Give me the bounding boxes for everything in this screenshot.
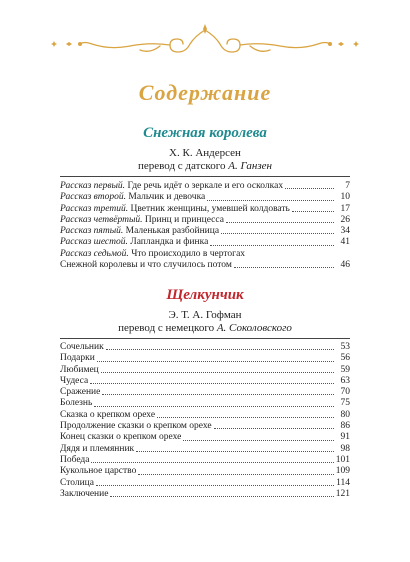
toc-entry-page: 101 (335, 454, 350, 465)
leader-dots (97, 361, 334, 362)
toc-entry-page: 86 (340, 421, 350, 432)
byline-translation-1 (0, 159, 410, 173)
toc-entry-text: Цветник женщины, умевшей колдовать (130, 203, 290, 214)
leader-dots (226, 222, 334, 223)
leader-dots (138, 474, 333, 475)
toc-entry-page: 80 (340, 409, 350, 420)
section-title-nutcracker: Щелкунчик (166, 287, 244, 303)
leader-dots (90, 383, 334, 384)
toc-entry-title (60, 249, 245, 260)
toc-entry-page: 7 (345, 181, 350, 191)
toc-entry-page: 53 (340, 342, 350, 352)
leader-dots (234, 267, 334, 268)
toc-entry (60, 365, 350, 376)
toc-entry-page: 26 (340, 214, 350, 225)
translation-prefix-2: перевод с немецкого (118, 322, 217, 334)
toc-entry-page: 34 (340, 226, 350, 237)
translator-2: А. Соколовского (216, 322, 292, 334)
toc-entry (60, 432, 350, 443)
toc-entry-title: Столица (60, 477, 94, 488)
toc-entry-page: 59 (340, 364, 350, 375)
toc-entry (60, 478, 350, 489)
toc-entry-title (60, 237, 208, 248)
leader-dots (102, 394, 334, 395)
toc-entry-title: Сказка о крепком орехе (60, 409, 156, 420)
leader-dots (106, 349, 334, 350)
toc-entry-page: 109 (335, 466, 350, 477)
toc-entry-title: Заключение (60, 488, 109, 499)
leader-dots (207, 200, 334, 201)
toc-entry (60, 398, 350, 409)
toc-entry-label: Рассказ третий. (60, 203, 129, 214)
byline-author-2: Э. Т. А. Гофман (168, 309, 242, 321)
toc-entry-title: Сражение (60, 387, 101, 398)
toc-entry-page: 17 (340, 203, 350, 214)
toc-entry-title: Конец сказки о крепком орехе (60, 432, 182, 443)
toc-entry-text: Мальчик и девочка (128, 192, 206, 203)
toc-entry (60, 342, 350, 353)
leader-dots (183, 440, 334, 441)
toc-entry (60, 421, 350, 432)
ornament-header (0, 22, 410, 62)
divider-rule-1 (60, 176, 350, 177)
toc-entry-page: 98 (340, 443, 350, 454)
toc-entry-title: Кукольное царство (60, 466, 137, 477)
toc-entry-title: Чудеса (60, 375, 89, 386)
toc-entry-text: Где речь идёт о зеркале и его осколках (127, 181, 284, 191)
toc-entry-title: Дядя и племянник (60, 443, 135, 454)
leader-dots (210, 245, 334, 246)
toc-entry-text: Принц и принцесса (144, 214, 224, 225)
toc-entry (60, 410, 350, 421)
toc-entry (60, 466, 350, 477)
translation-prefix-1: перевод с датского (137, 160, 229, 172)
toc-entry (60, 353, 350, 364)
toc-entry-title (60, 192, 205, 203)
divider-rule-2 (60, 338, 350, 339)
leader-dots (110, 496, 333, 497)
toc-entry-page: 121 (335, 488, 350, 499)
toc-entry (60, 204, 350, 215)
toc-entry-label: Рассказ второй. (60, 192, 127, 203)
toc-entry-page: 70 (340, 387, 350, 398)
toc-entry-page: 91 (340, 432, 350, 443)
toc-entry-page: 56 (340, 353, 350, 364)
toc-entry-page: 114 (336, 477, 350, 488)
leader-dots (157, 417, 334, 418)
toc-entry-title: Продолжение сказки о крепком орехе (60, 421, 212, 432)
toc-entry-title: Подарки (60, 353, 95, 364)
toc-list-snow-queen (60, 181, 350, 271)
toc-entry-page: 10 (340, 192, 350, 203)
toc-entry-label: Рассказ седьмой. (60, 248, 129, 259)
toc-entry-text: Лапландка и финка (130, 237, 209, 248)
toc-entry-page: 63 (340, 375, 350, 386)
toc-entry-line (60, 260, 350, 271)
toc-entry-label: Рассказ шестой. (60, 237, 128, 248)
toc-entry (60, 249, 350, 272)
toc-entry-label: Рассказ пятый. (60, 226, 124, 237)
toc-entry (60, 226, 350, 237)
toc-list-nutcracker (60, 342, 350, 500)
leader-dots (136, 451, 334, 452)
leader-dots (101, 372, 334, 373)
toc-entry-text: Что происходило в чертогах (131, 248, 246, 259)
translator-1: А. Ганзен (228, 160, 273, 172)
section-title-snow-queen: Снежная королева (143, 125, 267, 141)
leader-dots (94, 406, 334, 407)
leader-dots (285, 188, 334, 189)
byline-author-1: Х. К. Андерсен (169, 147, 241, 159)
toc-entry-title (60, 204, 290, 215)
leader-dots (91, 462, 333, 463)
toc-entry-title: Сочельник (60, 342, 104, 352)
leader-dots (96, 485, 334, 486)
toc-entry-page: 75 (340, 398, 350, 409)
toc-entry-line (60, 249, 350, 260)
toc-entry (60, 192, 350, 203)
toc-entry-title (60, 226, 219, 237)
leader-dots (292, 211, 334, 212)
toc-entry (60, 387, 350, 398)
toc-entry (60, 215, 350, 226)
toc-entry (60, 181, 350, 192)
toc-entry-text: Маленькая разбойница (125, 226, 220, 237)
toc-entry (60, 376, 350, 387)
toc-entry (60, 444, 350, 455)
toc-entry-title (60, 215, 224, 226)
leader-dots (214, 428, 334, 429)
leader-dots (221, 233, 334, 234)
toc-entry-title: Любимец (60, 364, 99, 375)
toc-entry-page: 41 (340, 237, 350, 248)
toc-entry-title (60, 181, 283, 192)
page-title: Содержание (138, 80, 272, 105)
toc-entry-label: Рассказ первый. (60, 181, 126, 191)
toc-entry (60, 489, 350, 500)
toc-entry-title: Болезнь (60, 398, 93, 409)
toc-entry-text: Снежной королевы и что случилось потом (60, 260, 232, 271)
toc-entry-page: 46 (340, 260, 350, 271)
toc-entry-title: Победа (60, 454, 90, 465)
toc-entry (60, 237, 350, 248)
toc-entry-label: Рассказ четвёртый. (60, 214, 143, 225)
byline-translation-2 (0, 321, 410, 335)
toc-entry (60, 455, 350, 466)
